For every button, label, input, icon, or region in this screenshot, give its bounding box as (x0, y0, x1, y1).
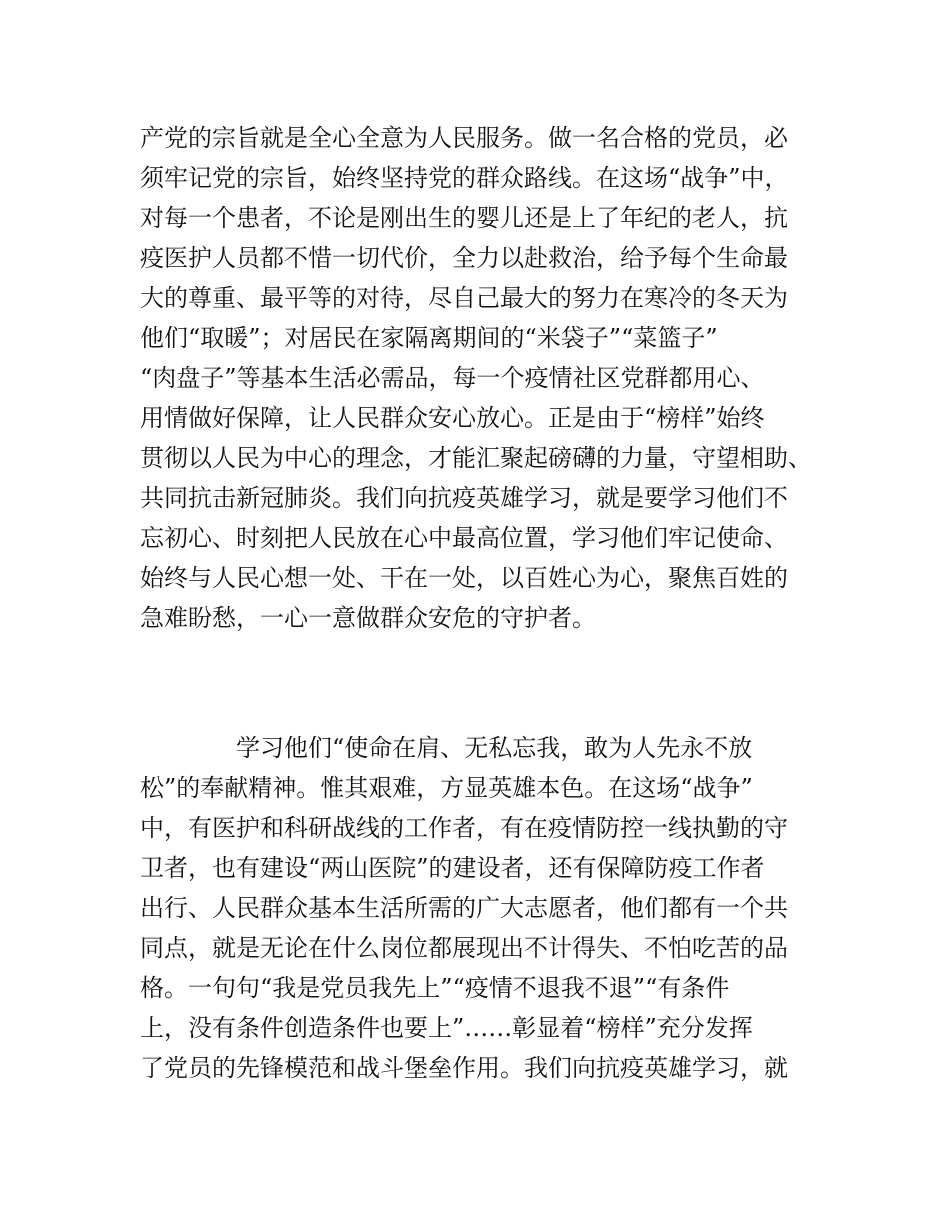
text-line: 他们“取暖”；对居民在家隔离期间的“米袋子”“菜篮子” (140, 324, 718, 352)
text-line: 松”的奉献精神。惟其艰难，方显英雄本色。在这场“战争” (140, 774, 753, 802)
text-line: 始终与人民心想一处、干在一处，以百姓心为心，聚焦百姓的 (140, 564, 788, 592)
text-line: 了党员的先锋模范和战斗堡垒作用。我们向抗疫英雄学习，就 (140, 1054, 788, 1082)
text-line: 同点，就是无论在什么岗位都展现出不计得失、不怕吃苦的品 (140, 934, 788, 962)
text-line: 对每一个患者，不论是刚出生的婴儿还是上了年纪的老人，抗 (140, 204, 788, 232)
text-line: 出行、人民群众基本生活所需的广大志愿者，他们都有一个共 (140, 894, 788, 922)
text-line: 疫医护人员都不惜一切代价，全力以赴救治，给予每个生命最 (140, 244, 788, 272)
text-line: 中，有医护和科研战线的工作者，有在疫情防控一线执勤的守 (140, 814, 788, 842)
text-line: 用情做好保障，让人民群众安心放心。正是由于“榜样”始终 (140, 404, 765, 432)
text-line: 急难盼愁，一心一意做群众安危的守护者。 (140, 604, 596, 632)
text-line: 共同抗击新冠肺炎。我们向抗疫英雄学习，就是要学习他们不 (140, 484, 788, 512)
text-line: 忘初心、时刻把人民放在心中最高位置，学习他们牢记使命、 (140, 524, 788, 552)
text-line: 贯彻以人民为中心的理念，才能汇聚起磅礴的力量，守望相助、 (140, 444, 812, 472)
paragraph-2 (140, 728, 820, 1088)
text-line: 上，没有条件创造条件也要上”……彰显着“榜样”充分发挥 (140, 1014, 753, 1042)
text-line: 卫者，也有建设“两山医院”的建设者，还有保障防疫工作者 (140, 854, 765, 882)
paragraph-1 (140, 118, 820, 638)
text-line: 格。一句句“我是党员我先上”“疫情不退我不退”“有条件 (140, 974, 730, 1002)
text-line: “肉盘子”等基本生活必需品，每一个疫情社区党群都用心、 (140, 364, 765, 392)
text-line: 大的尊重、最平等的对待，尽自己最大的努力在寒冷的冬天为 (140, 284, 788, 312)
text-line: 须牢记党的宗旨，始终坚持党的群众路线。在这场“战争”中， (140, 164, 789, 192)
text-line: 产党的宗旨就是全心全意为人民服务。做一名合格的党员，必 (140, 124, 788, 152)
text-line-first-indented: 学习他们“使命在肩、无私忘我，敢为人先永不放 (236, 734, 753, 762)
